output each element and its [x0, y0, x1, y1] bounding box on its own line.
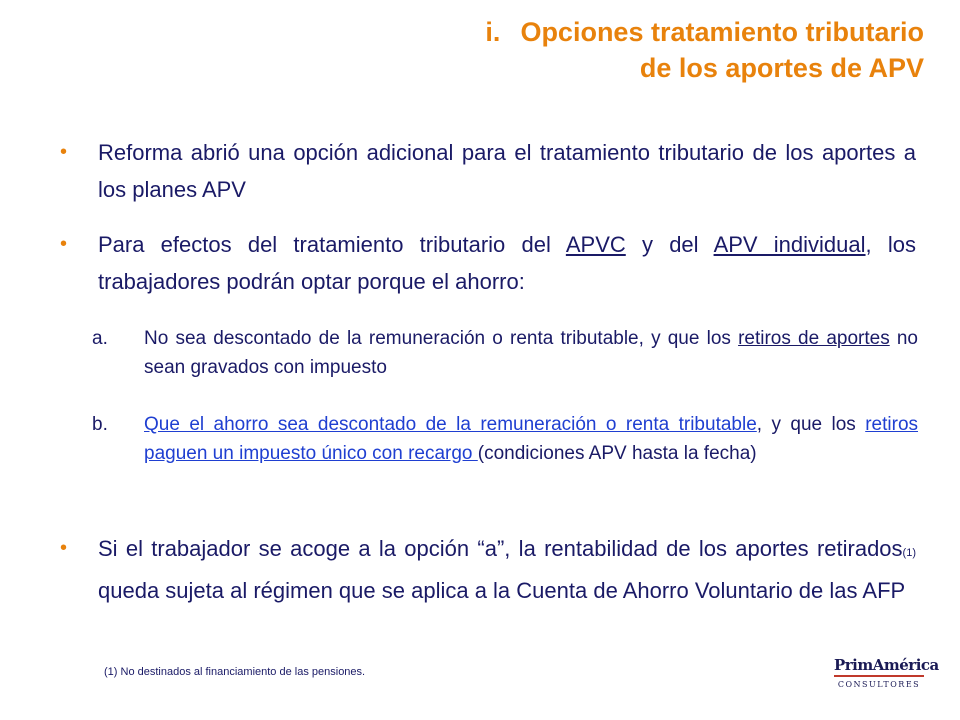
bullet-dot-icon: •: [60, 537, 68, 559]
apv-individual-link[interactable]: APV individual: [713, 232, 866, 257]
logo-tagline: CONSULTORES: [837, 680, 921, 689]
primamerica-logo: [834, 656, 939, 689]
apvc-link[interactable]: APVC: [565, 232, 626, 257]
option-b: [92, 410, 918, 468]
retiros-aportes-link[interactable]: retiros de aportes: [738, 328, 890, 349]
option-b-marker: b.: [92, 414, 108, 435]
bullet-text: Si el trabajador se acoge a la opción “a”, la rentabilidad de los aportes retirados(1) queda sujeta al régimen que se aplica a la Cuenta de Ahorro Voluntario de las AFP: [98, 536, 916, 603]
title-line-1: i. Opciones tratamiento tributario: [485, 17, 924, 47]
bullet-text: Reforma abrió una opción adicional para el tratamiento tributario de los aportes a los planes APV: [98, 140, 916, 202]
option-a-text: No sea descontado de la remuneración o renta tributable, y que los retiros de aportes no sean gravados con impuesto: [144, 328, 919, 378]
bullet-dot-icon: •: [60, 233, 68, 255]
logo-brand: PrimAmérica: [834, 656, 924, 677]
slide-title: [485, 14, 924, 86]
ahorro-descontado-link[interactable]: Que el ahorro sea descontado de la remuneración o renta tributable: [144, 414, 757, 435]
footnote-ref: (1): [902, 547, 916, 559]
bullet-opcion-a: [60, 530, 916, 609]
retiros-impuesto-link[interactable]: retiros paguen un impuesto único con recargo: [144, 414, 919, 464]
bullet-dot-icon: •: [60, 141, 68, 163]
footnote: (1) No destinados al financiamiento de las pensiones.: [104, 666, 366, 678]
title-number: i.: [485, 17, 501, 47]
bullet-reforma: [60, 134, 916, 208]
option-a: [92, 324, 918, 382]
bullet-text: Para efectos del tratamiento tributario del APVC y del APV individual, los trabajadores podrán optar porque el ahorro:: [98, 232, 916, 294]
bullet-efectos: [60, 226, 916, 300]
option-b-text: Que el ahorro sea descontado de la remuneración o renta tributable, y que los retiros paguen un impuesto único con recargo (condiciones APV hasta la fecha): [144, 414, 919, 464]
option-a-marker: a.: [92, 328, 108, 349]
title-line-2: de los aportes de APV: [639, 53, 924, 83]
